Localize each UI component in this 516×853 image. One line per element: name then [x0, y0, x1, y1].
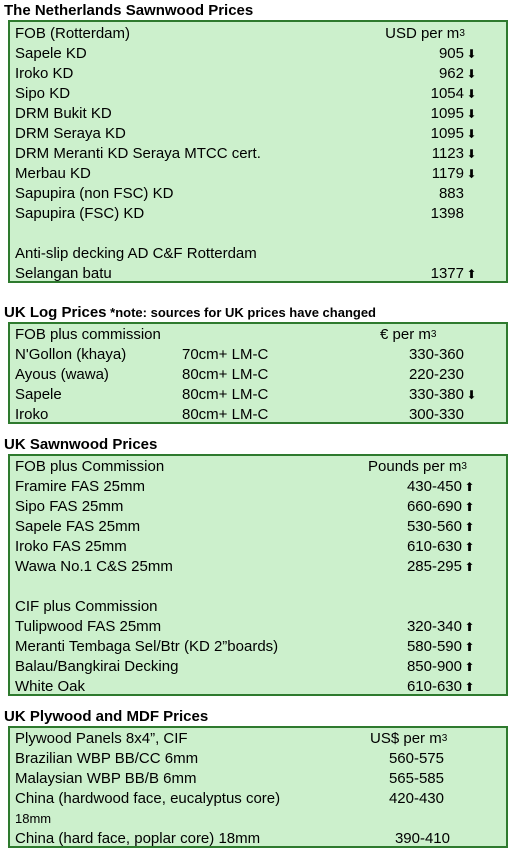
row-name: Malaysian WBP BB/B 6mm	[15, 770, 197, 787]
uk-plywood-header: Plywood Panels 8x4”, CIF US$ per $m^3$	[15, 730, 448, 747]
row-price: 320-340 ⬆	[406, 618, 475, 635]
row-name: Brazilian WBP BB/CC 6mm	[15, 750, 199, 767]
table-row	[10, 829, 506, 849]
row-price: 1095 ⬇	[430, 125, 477, 142]
row-price: 580-590 ⬆	[406, 638, 475, 655]
row-price: 610-630 ⬆	[406, 538, 475, 555]
table-row	[10, 477, 506, 497]
table-row	[10, 657, 506, 677]
row-price: 565-585	[388, 770, 444, 787]
row-name: Sapele FAS 25mm	[15, 518, 141, 535]
arrow-down-icon: ⬇	[466, 147, 477, 161]
row-name: Meranti Tembaga Sel/Btr (KD 2”boards)	[15, 638, 279, 655]
row-name: Selangan batu	[15, 265, 112, 282]
row-name: Iroko KD	[15, 65, 74, 82]
row-name: Tulipwood FAS 25mm	[15, 618, 162, 635]
row-price: 610-630 ⬆	[406, 678, 475, 695]
row-name: DRM Seraya KD	[15, 125, 126, 142]
row-price: 883	[438, 185, 464, 202]
table-row	[10, 144, 506, 164]
row-price: 1095 ⬇	[430, 105, 477, 122]
table-row	[10, 517, 506, 537]
row-price: 1179 ⬇	[431, 165, 477, 182]
row-name: Sipo FAS 25mm	[15, 498, 124, 515]
table-row	[10, 204, 506, 224]
row-name: White Oak	[15, 678, 86, 695]
row-name: Framire FAS 25mm	[15, 478, 146, 495]
row-spec: 70cm+ LM-C	[182, 346, 269, 363]
arrow-up-icon: ⬆	[464, 540, 475, 554]
arrow-up-icon: ⬆	[464, 640, 475, 654]
netherlands-title: The Netherlands Sawnwood Prices	[4, 2, 254, 19]
table-row	[10, 124, 506, 144]
row-name: Sapele	[15, 386, 62, 403]
arrow-up-icon: ⬆	[464, 680, 475, 694]
row-name: Wawa No.1 C&S 25mm	[15, 558, 173, 575]
table-row	[10, 749, 506, 769]
row-name: Merbau KD	[15, 165, 91, 182]
table-row	[10, 537, 506, 557]
arrow-up-icon: ⬆	[464, 660, 475, 674]
row-name: DRM Bukit KD	[15, 105, 112, 122]
row-price: 1398	[430, 205, 464, 222]
table-row	[10, 345, 506, 365]
row-name: Iroko	[15, 406, 49, 423]
arrow-down-icon: ⬇	[466, 87, 477, 101]
row-name: China (hard face, poplar core) 18mm	[15, 830, 261, 847]
cif-label: CIF plus Commission	[15, 598, 158, 615]
uk-sawnwood-table	[8, 454, 508, 696]
uk-sawnwood-header: FOB plus Commission Pounds per $m^3$	[15, 458, 467, 475]
table-row	[10, 164, 506, 184]
table-row	[10, 104, 506, 124]
arrow-down-icon: ⬇	[466, 47, 477, 61]
row-name: Sapele KD	[15, 45, 87, 62]
header-right: USD per $m^3$	[385, 25, 465, 42]
uk-plywood-table	[8, 726, 508, 848]
arrow-up-icon: ⬆	[466, 267, 477, 281]
row-price: 1377 ⬆	[430, 265, 477, 282]
arrow-up-icon: ⬆	[464, 560, 475, 574]
table-row	[10, 497, 506, 517]
row-price: 530-560 ⬆	[406, 518, 475, 535]
table-row	[10, 64, 506, 84]
row-price: 850-900 ⬆	[406, 658, 475, 675]
table-row	[10, 789, 506, 809]
row-price: 420-430	[388, 790, 444, 807]
row-spec: 80cm+ LM-C	[182, 406, 269, 423]
arrow-down-icon: ⬇	[466, 388, 477, 402]
row-name: DRM Meranti KD Seraya MTCC cert.	[15, 145, 261, 162]
arrow-up-icon: ⬆	[464, 480, 475, 494]
row-price: 330-360	[408, 346, 464, 363]
table-row	[10, 617, 506, 637]
row-price: 390-410	[394, 830, 450, 847]
table-row	[10, 557, 506, 577]
uk-plywood-title: UK Plywood and MDF Prices	[4, 708, 209, 725]
table-row	[10, 365, 506, 385]
row-name: Iroko FAS 25mm	[15, 538, 127, 555]
row-price: 220-230	[408, 366, 464, 383]
uk-logs-table	[8, 322, 508, 424]
row-name: Sapupira (FSC) KD	[15, 205, 145, 222]
table-row	[10, 44, 506, 64]
row-name: Sapupira (non FSC) KD	[15, 185, 174, 202]
header-left: FOB (Rotterdam)	[15, 25, 131, 42]
row-price: 285-295 ⬆	[406, 558, 475, 575]
arrow-down-icon: ⬇	[466, 167, 477, 181]
row-spec: 80cm+ LM-C	[182, 386, 269, 403]
netherlands-table	[8, 20, 508, 283]
arrow-down-icon: ⬇	[466, 127, 477, 141]
row-name: Sipo KD	[15, 85, 71, 102]
uk-sawnwood-title: UK Sawnwood Prices	[4, 436, 158, 453]
row-price: 1123 ⬇	[431, 145, 477, 162]
row-price: 300-330	[408, 406, 464, 423]
row-name: N'Gollon (khaya)	[15, 346, 127, 363]
row-price: 430-450 ⬆	[406, 478, 475, 495]
row-price: 1054 ⬇	[430, 85, 477, 102]
row-spec: 80cm+ LM-C	[182, 366, 269, 383]
row-name: China (hardwood face, eucalyptus core)	[15, 790, 281, 807]
row-name-continuation: 18mm	[15, 811, 52, 826]
arrow-up-icon: ⬆	[464, 620, 475, 634]
netherlands-header	[10, 24, 506, 44]
table-row	[10, 184, 506, 204]
table-row	[10, 385, 506, 405]
arrow-down-icon: ⬇	[466, 107, 477, 121]
row-price: 660-690 ⬆	[406, 498, 475, 515]
row-name: Balau/Bangkirai Decking	[15, 658, 179, 675]
table-row	[10, 637, 506, 657]
row-name: Ayous (wawa)	[15, 366, 109, 383]
table-row	[10, 769, 506, 789]
table-row	[10, 84, 506, 104]
arrow-down-icon: ⬇	[466, 67, 477, 81]
decking-label: Anti-slip decking AD C&F Rotterdam	[15, 245, 257, 262]
table-row	[10, 405, 506, 425]
uk-logs-header: FOB plus commission € per $m^3$	[15, 326, 437, 343]
row-price: 962 ⬇	[438, 65, 477, 82]
table-row	[10, 677, 506, 697]
table-row	[10, 264, 506, 284]
row-price: 330-380 ⬇	[408, 386, 477, 403]
arrow-up-icon: ⬆	[464, 500, 475, 514]
uk-logs-title: UK Log Prices *note: sources for UK prices have changed	[4, 304, 376, 321]
row-price: 560-575	[388, 750, 444, 767]
arrow-up-icon: ⬆	[464, 520, 475, 534]
row-price: 905 ⬇	[438, 45, 477, 62]
